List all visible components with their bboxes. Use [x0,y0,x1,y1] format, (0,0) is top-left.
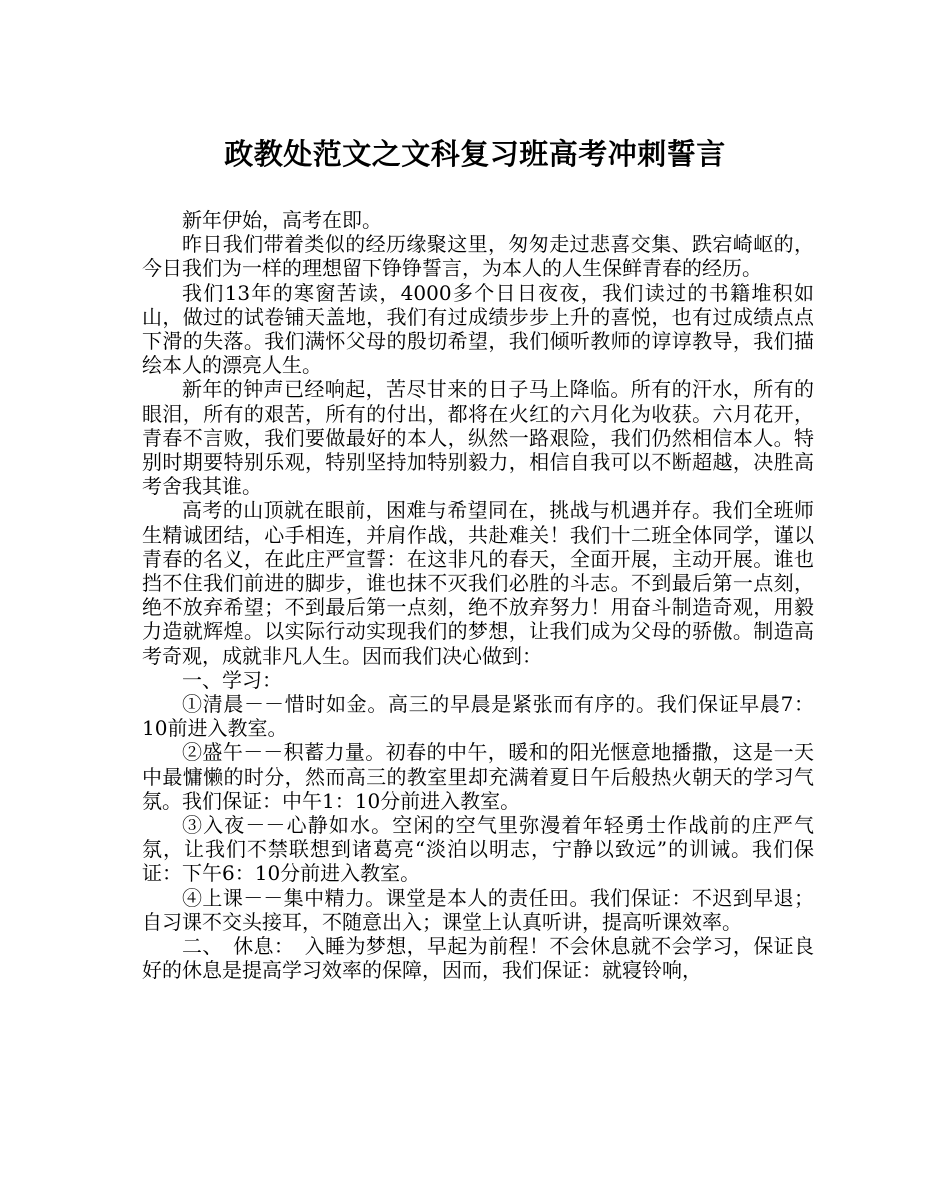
paragraph: 新年的钟声已经响起，苦尽甘来的日子马上降临。所有的汗水，所有的眼泪，所有的艰苦，所有的付出，都将在火红的六月化为收获。六月花开，青春不言败，我们要做最好的本人，纵然一路艰险，我们仍然相信本人。特别时期要特别乐观，特别坚持加特别毅力，相信自我可以不断超越，决胜高考舍我其谁。 [142,377,814,499]
document-body [142,208,814,983]
paragraph: 高考的山顶就在眼前，困难与希望同在，挑战与机遇并存。我们全班师生精诚团结，心手相连，并肩作战，共赴难关！我们十二班全体同学，谨以青春的名义，在此庄严宣誓：在这非凡的春天，全面开展，主动开展。谁也挡不住我们前进的脚步，谁也抹不灭我们必胜的斗志。不到最后第一点刻，绝不放弃希望；不到最后第一点刻，绝不放弃努力！用奋斗制造奇观，用毅力造就辉煌。以实际行动实现我们的梦想，让我们成为父母的骄傲。制造高考奇观，成就非凡人生。因而我们决心做到： [142,498,814,668]
paragraph: 昨日我们带着类似的经历缘聚这里，匆匆走过悲喜交集、跌宕崎岖的，今日我们为一样的理想留下铮铮誓言，为本人的人生保鲜青春的经历。 [142,232,814,281]
paragraph: 我们13年的寒窗苦读，4000多个日日夜夜，我们读过的书籍堆积如山，做过的试卷铺天盖地，我们有过成绩步步上升的喜悦，也有过成绩点点下滑的失落。我们满怀父母的殷切希望，我们倾听教师的谆谆教导，我们描绘本人的漂亮人生。 [142,280,814,378]
paragraph: ④上课－－集中精力。课堂是本人的责任田。我们保证：不迟到早退；自习课不交头接耳，不随意出入；课堂上认真听讲，提高听课效率。 [142,885,814,934]
paragraph: 新年伊始，高考在即。 [182,208,382,232]
document-title: 政教处范文之文科复习班高考冲刺誓言 [224,137,726,171]
paragraph: 二、 休息： 入睡为梦想，早起为前程！不会休息就不会学习，保证良好的休息是提高学习效率的保障，因而，我们保证：就寝铃响， [142,934,814,983]
paragraph: ①清晨－－惜时如金。高三的早晨是紧张而有序的。我们保证早晨7：10前进入教室。 [142,692,814,741]
paragraph: ③入夜－－心静如水。空闲的空气里弥漫着年轻勇士作战前的庄严气氛，让我们不禁联想到诸葛亮“淡泊以明志，宁静以致远”的训诫。我们保证：下午6：10分前进入教室。 [142,813,814,886]
section-heading: 一、学习： [182,667,282,692]
paragraph: ②盛午－－积蓄力量。初春的中午，暖和的阳光惬意地播撒，这是一天中最慵懒的时分，然而高三的教室里却充满着夏日午后般热火朝天的学习气氛。我们保证：中午1：10分前进入教室。 [142,740,814,813]
